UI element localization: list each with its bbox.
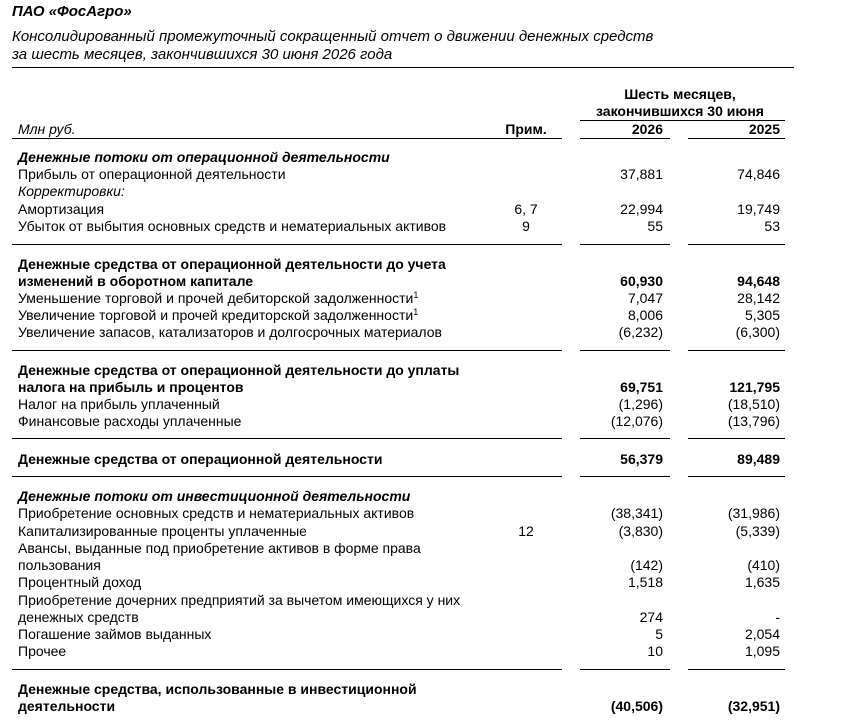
section-rule (12, 438, 562, 439)
section-rule (688, 669, 785, 670)
table-row (0, 698, 847, 715)
note-column-header: Прим. (505, 121, 547, 137)
column-header-rule (12, 138, 562, 139)
column-header-rule (688, 138, 785, 139)
value-2025: 19,749 (737, 201, 780, 217)
section-rule (12, 669, 562, 670)
value-2025: 28,142 (737, 290, 780, 306)
row-label: денежных средств (18, 609, 139, 625)
row-label: Налог на прибыль уплаченный (18, 396, 220, 412)
section-rule (688, 350, 785, 351)
table-row (0, 290, 847, 307)
value-2025: 5,305 (744, 307, 780, 323)
value-2026: 69,751 (620, 379, 663, 395)
row-label: изменений в оборотном капитале (18, 273, 254, 289)
year-2026-header: 2026 (631, 121, 663, 137)
table-row (0, 626, 847, 643)
value-2025: 94,648 (737, 273, 780, 289)
table-row (0, 379, 847, 396)
value-2026: (3,830) (618, 523, 663, 539)
row-label: Приобретение дочерних предприятий за вычетом имеющихся у них (18, 592, 461, 608)
value-2026: (38,341) (610, 505, 663, 521)
row-label: Процентный доход (18, 574, 142, 590)
table-row (0, 149, 847, 166)
table-row (0, 643, 847, 660)
section-rule (688, 438, 785, 439)
note-cell: 9 (522, 218, 530, 234)
table-row (0, 451, 847, 468)
value-2026: 1,518 (627, 574, 663, 590)
table-row (0, 307, 847, 324)
section-rule (12, 350, 562, 351)
value-2025: 53 (764, 218, 780, 234)
table-row (0, 523, 847, 540)
row-label: Денежные средства от операционной деятельности до уплаты (18, 362, 460, 378)
table-row (0, 396, 847, 413)
note-cell: 6, 7 (514, 201, 538, 217)
row-label: пользования (18, 557, 101, 573)
value-2026: 7,047 (627, 290, 663, 306)
footnote-marker: 1 (413, 307, 419, 317)
row-label: Уменьшение торговой и прочей дебиторской задолженности$^1$ (18, 290, 419, 306)
section-rule (580, 350, 670, 351)
table-row (0, 218, 847, 235)
value-2025: (31,986) (727, 505, 780, 521)
row-label: Увеличение запасов, катализаторов и долгосрочных материалов (18, 324, 442, 340)
header-rule (12, 67, 794, 68)
table-row (0, 324, 847, 341)
period-header-line2: закончившихся 30 июня (596, 103, 764, 119)
section-rule (12, 244, 562, 245)
table-row (0, 413, 847, 430)
row-label: Авансы, выданные под приобретение активов в форме права (18, 540, 421, 556)
value-2025: 89,489 (737, 451, 780, 467)
table-row (0, 256, 847, 273)
section-rule (580, 669, 670, 670)
value-2025: (5,339) (735, 523, 780, 539)
section-rule (580, 438, 670, 439)
value-2026: 22,994 (620, 201, 663, 217)
table-row (0, 540, 847, 557)
row-label: Капитализированные проценты уплаченные (18, 523, 307, 539)
value-2026: 55 (647, 218, 663, 234)
column-header-rule (580, 138, 670, 139)
row-label: Приобретение основных средств и нематериальных активов (18, 505, 415, 521)
table-row (0, 574, 847, 591)
value-2025: 74,846 (737, 166, 780, 182)
table-row (0, 488, 847, 505)
table-row (0, 592, 847, 609)
section-rule (688, 244, 785, 245)
value-2025: (410) (747, 557, 780, 573)
row-label: Корректировки: (18, 183, 125, 199)
value-2025: 1,635 (744, 574, 780, 590)
section-rule (688, 476, 785, 477)
year-2025-header: 2025 (748, 121, 780, 137)
value-2026: (142) (630, 557, 663, 573)
note-cell: 12 (518, 523, 534, 539)
row-label: Амортизация (18, 201, 105, 217)
row-label: Денежные средства от операционной деятельности (18, 451, 383, 467)
value-2026: 60,930 (620, 273, 663, 289)
value-2026: 10 (647, 643, 663, 659)
table-row (0, 609, 847, 626)
report-period: за шесть месяцев, закончившихся 30 июня 2026 года (12, 46, 393, 63)
row-label: Денежные потоки от инвестиционной деятельности (18, 488, 411, 504)
value-2025: (6,300) (735, 324, 780, 340)
row-label: Денежные потоки от операционной деятельности (18, 149, 390, 165)
value-2026: (40,506) (610, 698, 663, 714)
report-title: Консолидированный промежуточный сокращенный отчет о движении денежных средств (12, 28, 654, 45)
row-label: деятельности (18, 698, 116, 714)
table-row (0, 166, 847, 183)
value-2025: 121,795 (729, 379, 780, 395)
value-2026: 37,881 (620, 166, 663, 182)
company-name: ПАО «ФосАгро» (12, 3, 132, 20)
table-row (0, 505, 847, 522)
section-rule (580, 476, 670, 477)
period-header-line1: Шесть месяцев, (624, 86, 736, 102)
row-label: Прибыль от операционной деятельности (18, 166, 286, 182)
row-label: Убыток от выбытия основных средств и нематериальных активов (18, 218, 447, 234)
value-2025: (32,951) (727, 698, 780, 714)
table-row (0, 273, 847, 290)
value-2025: - (775, 609, 780, 625)
value-2026: (1,296) (618, 396, 663, 412)
row-label: Финансовые расходы уплаченные (18, 413, 242, 429)
row-label: Прочее (18, 643, 67, 659)
table-row (0, 201, 847, 218)
footnote-marker: 1 (413, 290, 419, 300)
row-label: Погашение займов выданных (18, 626, 212, 642)
row-label: налога на прибыль и процентов (18, 379, 244, 395)
section-rule (12, 476, 562, 477)
row-label: Денежные средства от операционной деятельности до учета (18, 256, 446, 272)
value-2026: 8,006 (627, 307, 663, 323)
row-label: Денежные средства, использованные в инвестиционной (18, 681, 417, 697)
value-2025: (13,796) (727, 413, 780, 429)
table-row (0, 362, 847, 379)
value-2026: 274 (639, 609, 663, 625)
unit-label: Млн руб. (18, 121, 76, 137)
value-2026: (12,076) (610, 413, 663, 429)
value-2026: 5 (655, 626, 663, 642)
table-row (0, 557, 847, 574)
value-2025: (18,510) (727, 396, 780, 412)
table-row (0, 681, 847, 698)
value-2025: 1,095 (744, 643, 780, 659)
table-row (0, 183, 847, 200)
section-rule (580, 244, 670, 245)
value-2025: 2,054 (744, 626, 780, 642)
row-label: Увеличение торговой и прочей кредиторской задолженности$^1$ (18, 307, 419, 323)
value-2026: 56,379 (620, 451, 663, 467)
value-2026: (6,232) (618, 324, 663, 340)
